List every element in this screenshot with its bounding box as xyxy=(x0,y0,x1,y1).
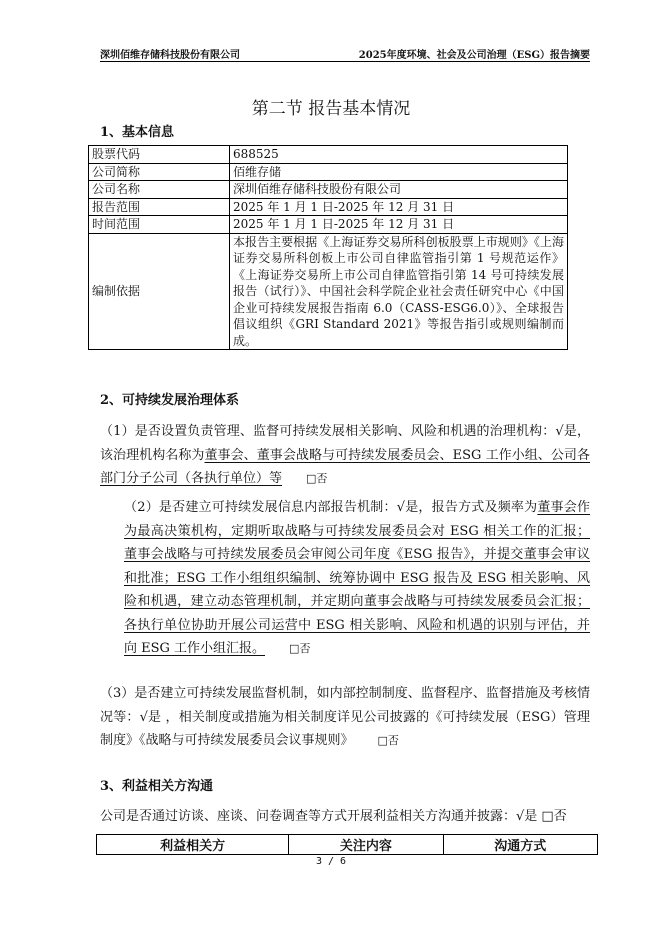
info-value: 2025 年 1 月 1 日-2025 年 12 月 31 日 xyxy=(230,216,568,234)
info-key: 股票代码 xyxy=(89,146,230,164)
info-key: 公司简称 xyxy=(89,163,230,181)
q2-no-option: □否 xyxy=(289,642,311,655)
info-key: 公司名称 xyxy=(89,181,230,199)
basic-info-heading: 1、基本信息 xyxy=(100,125,175,140)
table-row xyxy=(89,198,568,216)
info-value: 佰维存储 xyxy=(230,163,568,181)
governance-q3 xyxy=(100,682,590,753)
q1-answer: 董事会、董事会战略与可持续发展委员会、ESG 工作小组、公司各部门分子公司（各执行单位）等 xyxy=(100,447,590,486)
q1-no-option: □否 xyxy=(306,472,328,485)
q2-text: （2）是否建立可持续发展信息内部报告机制：√是，报告方式及频率为 xyxy=(124,500,538,515)
info-value: 688525 xyxy=(230,146,568,164)
q2-answer: 董事会作为最高决策机构，定期听取战略与可持续发展委员会对 ESG 相关工作的汇报；董事会战略与可持续发展委员会审阅公司年度《ESG 报告》，并提交董事会审议和批准；ESG 工作小组组织编制、统筹协调中 ESG 报告及 ESG 相关影响、风险和机遇，建立动态管理机制，并定期向董事会战略与可持续发展委员会汇报；各执行单位协助开展公司运营中 ESG 相关影响、风险和机遇的识别与评估，并向 ESG 工作小组汇报。 xyxy=(124,500,590,656)
table-row xyxy=(89,181,568,199)
governance-q1 xyxy=(100,420,590,491)
basic-info-table xyxy=(88,145,568,350)
page-number: 3 / 6 xyxy=(315,856,347,867)
info-value: 本报告主要根据《上海证券交易所科创板股票上市规则》《上海证券交易所科创板上市公司自律监管指引第 1 号规范运作》《上海证券交易所上市公司自律监管指引第 14 号可持续发展报告（试行）》、中国社会科学院企业社会责任研究中心《中国企业可持续发展报告指南 6.0（CASS-ESG6.0）》、全球报告倡议组织《GRI Standard 2021》等报告指引或规则编制而成。 xyxy=(230,233,568,350)
q3-no-option: □否 xyxy=(377,734,399,747)
stakeholder-heading: 3、利益相关方沟通 xyxy=(100,779,214,794)
header-company-name: 深圳佰维存储科技股份有限公司 xyxy=(100,50,240,61)
info-key: 报告范围 xyxy=(89,198,230,216)
info-key: 编制依据 xyxy=(89,233,230,350)
table-row xyxy=(89,216,568,234)
column-header: 沟通方式 xyxy=(443,835,597,855)
column-header: 利益相关方 xyxy=(97,835,289,855)
table-row xyxy=(89,233,568,350)
section-title: 第二节 报告基本情况 xyxy=(251,99,411,119)
stakeholder-question: 公司是否通过访谈、座谈、问卷调查等方式开展利益相关方沟通并披露：√是 □否 xyxy=(100,809,567,824)
page-header xyxy=(100,44,590,62)
governance-heading: 2、可持续发展治理体系 xyxy=(100,393,240,408)
info-value: 深圳佰维存储科技股份有限公司 xyxy=(230,181,568,199)
stakeholder-table xyxy=(96,834,598,855)
q3-text: （3）是否建立可持续发展监督机制，如内部控制制度、监督程序、监督措施及考核情况等：√是 ，相关制度或措施为相关制度详见公司披露的《可持续发展（ESG）管理制度》《战略与可持续发展委员会议事规则》 xyxy=(100,686,590,748)
table-row xyxy=(89,163,568,181)
info-value: 2025 年 1 月 1 日-2025 年 12 月 31 日 xyxy=(230,198,568,216)
column-header: 关注内容 xyxy=(289,835,443,855)
header-report-title: 2025年度环境、社会及公司治理（ESG）报告摘要 xyxy=(358,50,590,61)
table-header-row xyxy=(97,835,598,855)
q1-text: （1）是否设置负责管理、监督可持续发展相关影响、风险和机遇的治理机构：√是，该治理机构名称为 xyxy=(100,424,590,463)
table-row xyxy=(89,146,568,164)
info-key: 时间范围 xyxy=(89,216,230,234)
governance-q2 xyxy=(100,496,590,661)
